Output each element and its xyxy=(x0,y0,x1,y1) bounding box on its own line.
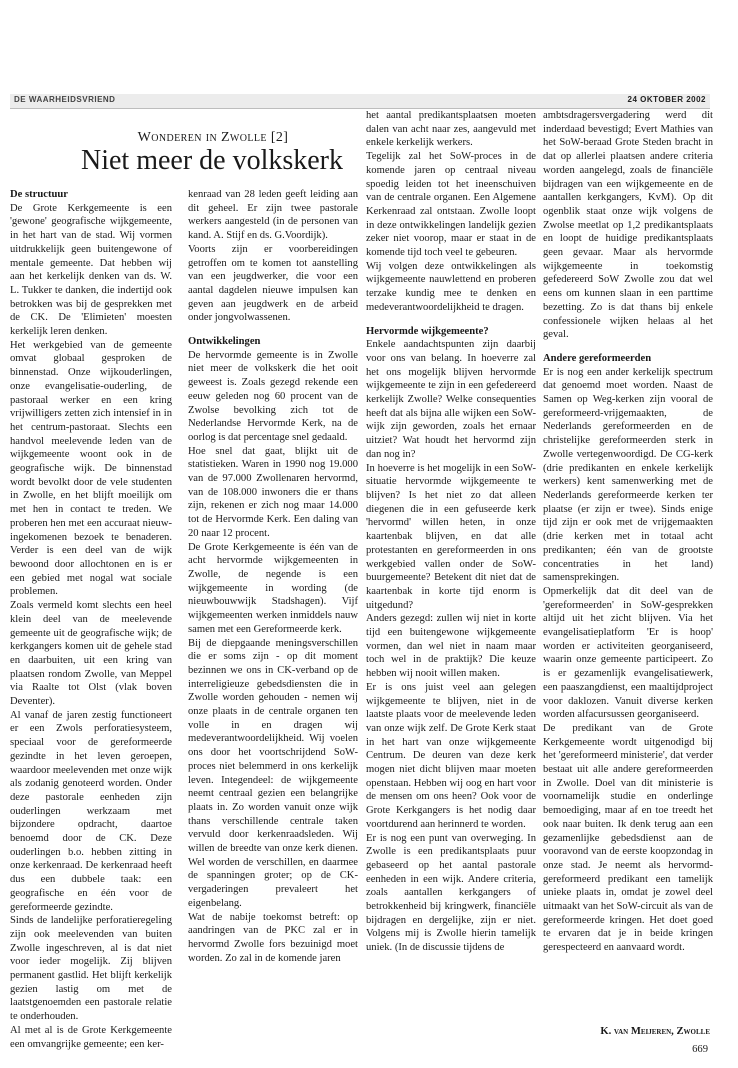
masthead: DE WAARHEIDSVRIEND xyxy=(14,95,116,104)
paragraph: Zoals vermeld komt slechts een heel klein deel van de meelevende gemeente uit de geografische wijk; de kerkgangers komen uit de gehele stad en daarbuiten, uit een kring van plaatsen rondom Zwolle, van Meppel via Raalte tot Olst (vlak boven Deventer). xyxy=(10,600,172,708)
paragraph: Bij de diepgaande meningsverschillen die er soms zijn - op dit moment bezinnen we ons in CK-verband op de interreligieuze gebedsdiensten die in Zwolle worden gehouden - nemen wij onze plaats in de centrale organen ten volle in en dragen wij medeverantwoordelijkheid. Wij voelen ons door het voortschrijdend SoW-proces niet belemmerd in ons kerkelijk leven. Integendeel: de wijkgemeente neemt centraal gezien een belangrijke plaats in. Zo worden vanuit onze wijk thans verschillende centrale taken vervuld door kerkenraadsleden. Wij willen de breedte van onze kerk dienen. Wel worden de verschillen, en daarmee de spanningen groter; op de CK-vergaderingen prevaleert het eigenbelang. xyxy=(188,637,358,909)
paragraph: Voorts zijn er voorbereidingen getroffen om te komen tot aanstelling van een jeugdwerker, die voor een aantal dagdelen nieuwe impulsen kan geven aan jeugdwerk en de arbeid onder jongvolwassenen. xyxy=(188,243,358,324)
paragraph: Het werkgebied van de gemeente omvat globaal gesproken de binnenstad. Onze wijkouderlingen, onze evangelisatie-ouderling, de pastoraal werker en een kring vrijwilligers zetten zich intensief in in het centrum-pastoraat. Slechts een handvol meelevende leden van de wijkgemeente woont ook in de geografische wijk. De binnenstad wordt bevolkt door de vele studenten in Zwolle, en het blijft moeilijk om met hen in contact te treden. We proberen hen met een accuraat nieuw-ingekomenen bezoek te benaderen. Verder is een deel van de wijk bewoond door allochtonen en is er een gebied met nogal wat sociale problemen. xyxy=(10,339,172,598)
paragraph: Opmerkelijk dat dit deel van de 'gereformeerden' in SoW-gesprekken altijd uit het zicht blijven. Via het evangelisatieplatform 'Er is hoop' worden er activiteiten georganiseerd, waarin onze gemeente participeert. Zo is er gezamenlijk evangelisatiewerk, een paaszangdienst, een maaltijdproject voor daklozen. Vanuit diverse kerken worden alfacursussen georganiseerd. xyxy=(543,585,713,721)
paragraph: het aantal predikantsplaatsen moeten dalen van acht naar zes, aangevuld met enkele kerkelijk werkers. xyxy=(366,110,536,149)
author-byline: K. van Meijeren, Zwolle xyxy=(600,1026,710,1037)
page-number: 669 xyxy=(692,1044,708,1055)
column-3 xyxy=(366,109,536,955)
paragraph: De hervormde gemeente is in Zwolle niet meer de volkskerk die het ooit geweest is. Zoals gezegd rekende een eeuw geleden nog 60 procent van de Zwolse bevolking zich tot de Nederlandse Hervormde Kerk, na de oorlog is dat percentage snel gedaald. xyxy=(188,349,358,443)
paragraph: Al met al is de Grote Kerkgemeente een omvangrijke gemeente; een ker- xyxy=(10,1024,172,1050)
paragraph: De Grote Kerkgemeente is een 'gewone' geografische wijkgemeente, in het hart van de stad. Wij vormen uitdrukkelijk geen buitengewone of mentale gemeente. Dat hebben wij aan het kerkelijk denken van ds. W. L. Tukker te danken, die indertijd ook betrokken was bij de gesprekken met de CK. De 'Elimieten' moesten kerkelijk leren denken. xyxy=(10,202,172,338)
paragraph: Enkele aandachtspunten zijn daarbij voor ons van belang. In hoeverre zal het ons mogelijk blijven hervormde wijkgemeente te zijn in een gefedereerd kerkelijk Zwolle? Welke consequenties heeft dat als bijna alle wijken een SoW-wijk zijn geworden, zoals het ernaar uitziet? Wat houdt het hervormd zijn dan nog in? xyxy=(366,339,536,460)
column-1 xyxy=(10,188,172,1051)
paragraph: Anders gezegd: zullen wij niet in korte tijd een buitengewone wijkgemeente vormen, dan wel niet in naam maar toch wel in de praktijk? Die keuze hebben wij nooit willen maken. xyxy=(366,613,536,680)
paragraph: Al vanaf de jaren zestig functioneert er een Zwols perforatiesysteem, speciaal voor de gereformeerde gezindte in het leven geroepen, waardoor meelevenden met onze wijk als zodanig genoteerd worden. Onder deze pastorale eenheden zijn ouderlingen werkzaam met bijzondere opdracht, daartoe benoemd door de CK. Deze ouderlingen b.o. hebben zitting in onze kerkenraad. De kerkenraad heeft dus een dubbele taak: een geografische en één voor de gereformeerde gezindte. xyxy=(10,709,172,913)
section-heading: Ontwikkelingen xyxy=(188,336,261,348)
paragraph: ambtsdragersvergadering werd dit inderdaad bevestigd; Evert Mathies van het SoW-beraad Grote Steden bracht in dat op allerlei plaatsen andere criteria worden aangelegd, zoals de financiële bijdragen van een wijkgemeente en de aantallen kerkgangers, KvM). Op dit ogenblik staat onze wijk volgens de Zwolse meetlat op 1,2 predikantsplaats en loopt de huidige predikantsplaats geen gevaar. Maar als hervormde wijkgemeente in toekomstig gefedereerd SoW Zwolle zou dat wel eens om kunnen slaan in een parttime bezetting. Zo is dat thans bij enkele confessionele wijken helaas al het geval. xyxy=(543,110,713,341)
paragraph: Er is nog een punt van overweging. In Zwolle is een predikantsplaats puur gebaseerd op het aantal pastorale eenheden in een wijk. Andere criteria, zoals aantallen kerkgangers of betrokkenheid bij kringwerk, financiële bijdragen en dergelijke, zijn er niet. Volgens mij is Zwolle hierin tamelijk uniek. (In de discussie tijdens de xyxy=(366,832,536,954)
column-2 xyxy=(188,188,358,965)
masthead-bar xyxy=(10,94,710,109)
paragraph: Sinds de landelijke perforatieregeling zijn ook meelevenden van buiten Zwolle ingeschreven, al is dat niet voor ieder mogelijk. Zij blijven permanent gastlid. Het blijft kerkelijk gezien lastig om met de laatstgenoemden een pastorale relatie te onderhouden. xyxy=(10,915,172,1023)
issue-date: 24 OKTOBER 2002 xyxy=(627,95,706,104)
column-4 xyxy=(543,109,713,955)
paragraph: De Grote Kerkgemeente is één van de acht hervormde wijkgemeenten in Zwolle, de negende is een wijkgemeente in wording (de nieuwbouwwijk Stadshagen). Vijf wijkgemeenten werken inmiddels nauw samen met een Gereformeerde kerk. xyxy=(188,541,358,635)
paragraph: Wat de nabije toekomst betreft: op aandringen van de PKC zal er in hervormd Zwolle fors bezuinigd moet worden. Zo zal in de komende jaren xyxy=(188,911,358,964)
section-heading: Andere gereformeerden xyxy=(543,352,652,364)
article-title: Niet meer de volkskerk xyxy=(80,145,344,176)
section-heading: Hervormde wijkgemeente? xyxy=(366,325,489,337)
paragraph: Hoe snel dat gaat, blijkt uit de statistieken. Waren in 1990 nog 19.000 van de 97.000 Zwollenaren hervormd, van de 108.000 inwoners die er thans zijn, rekenen er zich nog maar 14.000 tot de Hervormde Kerk. Een daling van 20 naar 12 procent. xyxy=(188,445,358,539)
paragraph: Wij volgen deze ontwikkelingen als wijkgemeente nauwlettend en proberen terzake kundig mee te denken en medeverantwoordelijkheid te dragen. xyxy=(366,260,536,313)
series-title: Wonderen in Zwolle [2] xyxy=(137,130,289,145)
paragraph: Er is ons juist veel aan gelegen wijkgemeente te blijven, niet in de laatste plaats voor de meelevende leden van onze wijk zelf. De Grote Kerk staat in het hart van onze wijkgemeente Centrum. De deuren van deze kerk mogen niet dicht blijven maar moeten openstaan. Hebben wij oog en hart voor de mensen om ons heen? Ook voor de Grote Kerkgangers is het nodig daar voortdurend aan herinnerd te worden. xyxy=(366,681,536,830)
paragraph: Er is nog een ander kerkelijk spectrum dat genoemd moet worden. Naast de Samen op Weg-kerken zijn vooral de gereformeerd-vrijgemaakten, de Nederlands gereformeerden en de christelijke gereformeerden sterk in Zwolle vertegenwoordigd. De CG-kerk (drie predikanten en enkele kerkelijk werkers) kent samenwerking met de Nederlands gereformeerde kerken ter plaatse (er zijn er twee). Sinds enige tijd zijn er ook met de vrijgemaakten (drie kerken met in totaal acht predikanten; één van de grootste concentraties in het land) samensprekingen. xyxy=(543,366,713,584)
paragraph: Tegelijk zal het SoW-proces in de komende jaren op centraal niveau spoedig leiden tot het ineenschuiven van de centrale organen. Een Algemene Kerkenraad zal ontstaan. Zwolle loopt in deze ontwikkelingen landelijk gezien zeker niet voorop, maar er staat in de komende tijd toch veel te gebeuren. xyxy=(366,151,536,259)
paragraph: De predikant van de Grote Kerkgemeente wordt uitgenodigd bij het 'gereformeerd ministerie', dat verder bestaat uit alle andere gereformeerden in Zwolle. Doel van dit ministerie is voornamelijk studie en onderlinge bemoediging, maar af en toe treedt het ook naar buiten. Ik denk terug aan een gezamenlijke gebedsdienst aan de vooravond van de eerste koopzondag in onze stad. Je neemt als hervormd-gereformeerd predikant een tamelijk unieke plaats in, omdat je zowel deel uitmaakt van het SoW-circuit als van de gereformeerde kringen. Het doet goed te ervaren dat je in beide kringen gerespecteerd en aanvaard wordt. xyxy=(543,722,713,954)
paragraph: kenraad van 28 leden geeft leiding aan dit geheel. Er zijn twee pastorale werkers aangesteld (in de personen van kand. A. Stijf en ds. G.Voordijk). xyxy=(188,189,358,242)
paragraph: In hoeverre is het mogelijk in een SoW-situatie hervormde wijkgemeente te blijven? Is het niet zo dat alleen diegenen die in een gefuseerde kerk 'hervormd' willen heten, in onze kaartenbak blijven, en dat alle protestanten en gereformeerden in ons werkgebied vallen onder de SoW-buurgemeente? Betekent dit niet dat de kaartenbak in korte tijd enorm is uitgedund? xyxy=(366,462,536,611)
section-heading: De structuur xyxy=(10,189,68,200)
